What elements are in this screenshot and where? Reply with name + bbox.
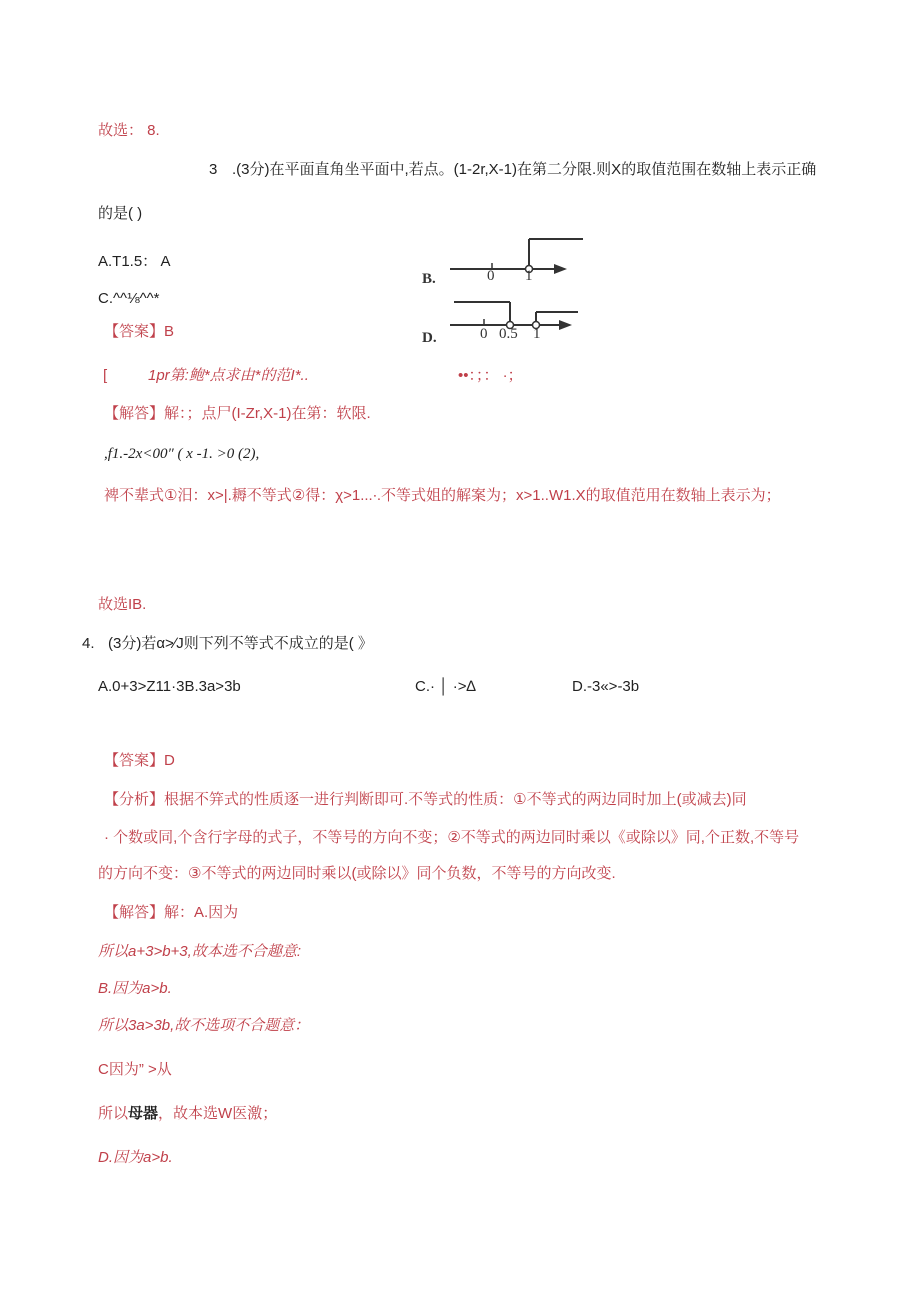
option-c: C.^^⅛^^* [98,290,160,307]
question-3-text-cont: 的是( ) [98,205,143,222]
question-4-step-f: D.因为a>b. [98,1149,173,1166]
question-4-step-e-suffix: ，故本选W医激； [158,1105,278,1122]
question-4-text: (3分)若α>∕J则下列不等式不成立的是( 》 [108,635,373,652]
number-line-d-tick-label-0: 0 [480,326,488,342]
question-4-step-e [98,1104,277,1124]
question-4-step-c: 所以3a>3b,故不选项不合题意： [98,1017,310,1034]
prev-answer-line: 故选： 8. [98,122,160,139]
number-line-d-tick-label-half: 0.5 [499,326,518,342]
question-4-analysis-line-3: 的方向不变：③不等式的两边同时乘以(或除以》同个负数，不等号的方向改变. [98,865,616,882]
question-3-formula: ,f1.-2x<00″ ( x -1. >0 (2), [104,446,260,462]
option-a: A.T1.5： A [98,253,171,270]
number-line-b-tick-label-0: 0 [487,268,495,284]
number-line-b-label: B. [422,271,436,287]
question-3-analysis: 1pr第:鲍*点求由*的范I*.. [148,367,309,384]
number-line-d-label: D. [422,330,437,346]
question-4-step-a: 所以a+3>b+3,故本选不合趣意: [98,943,301,960]
question-4-answer: 【答案】D [104,752,175,769]
question-4-solution: 【解答】解：A.因为 [104,904,239,921]
question-3-answer: 【答案】B [104,323,175,340]
question-4-analysis-line-1: 【分析】根据不笄式的性质逐一进行判断即可.不等式的性质：①不等式的两边同时加上(或减去)同 [104,791,747,808]
question-4-analysis-line-2: · 个数或同,个含行字母的式子，不等号的方向不变；②不等式的两边同时乘以《或除以》同,个正数,不等号 [104,829,800,846]
question-3-text: .(3分)在平面直角坐平面中,若点。(1-2r,X-1)在第二分限.则X的取值范围在数轴上表示正确 [232,161,817,178]
question-4-option-d: D.-3«>-3b [572,678,640,695]
question-4-options-ab: A.0+3>Z11·3B.3a>3b [98,678,241,695]
question-3-analysis-bracket: [ [103,367,108,384]
number-line-b-tick-label-1: 1 [525,268,533,284]
question-4-step-d: C因为” >从 [98,1061,172,1078]
number-line-d-arrow [559,320,572,330]
question-3-conclusion: 故选IB. [98,596,147,613]
question-3-solution-detail: 裨不辈式①汨：x>|.耨不等式②得：χ>1...∙.不等式姐的解案为；x>1..W1.X的取值范用在数轴上表示为； [104,487,781,504]
number-line-d-tick-label-1: 1 [533,326,541,342]
question-3-number: 3 [209,161,218,178]
question-4-step-b: B.因为a>b. [98,980,172,997]
question-4-option-c: C.· │ ·>∆ [415,678,476,695]
question-4-step-e-prefix: 所以 [98,1105,129,1122]
question-4-number: 4. [82,635,95,652]
number-line-b-arrow [554,264,567,274]
question-3-solution: 【解答】解：；点尸(I-Zr,X-1)在第：软限. [104,405,371,422]
question-4-step-e-bold: 母器 [128,1105,159,1122]
question-3-analysis-tail: ••：；： ·； [458,367,523,384]
